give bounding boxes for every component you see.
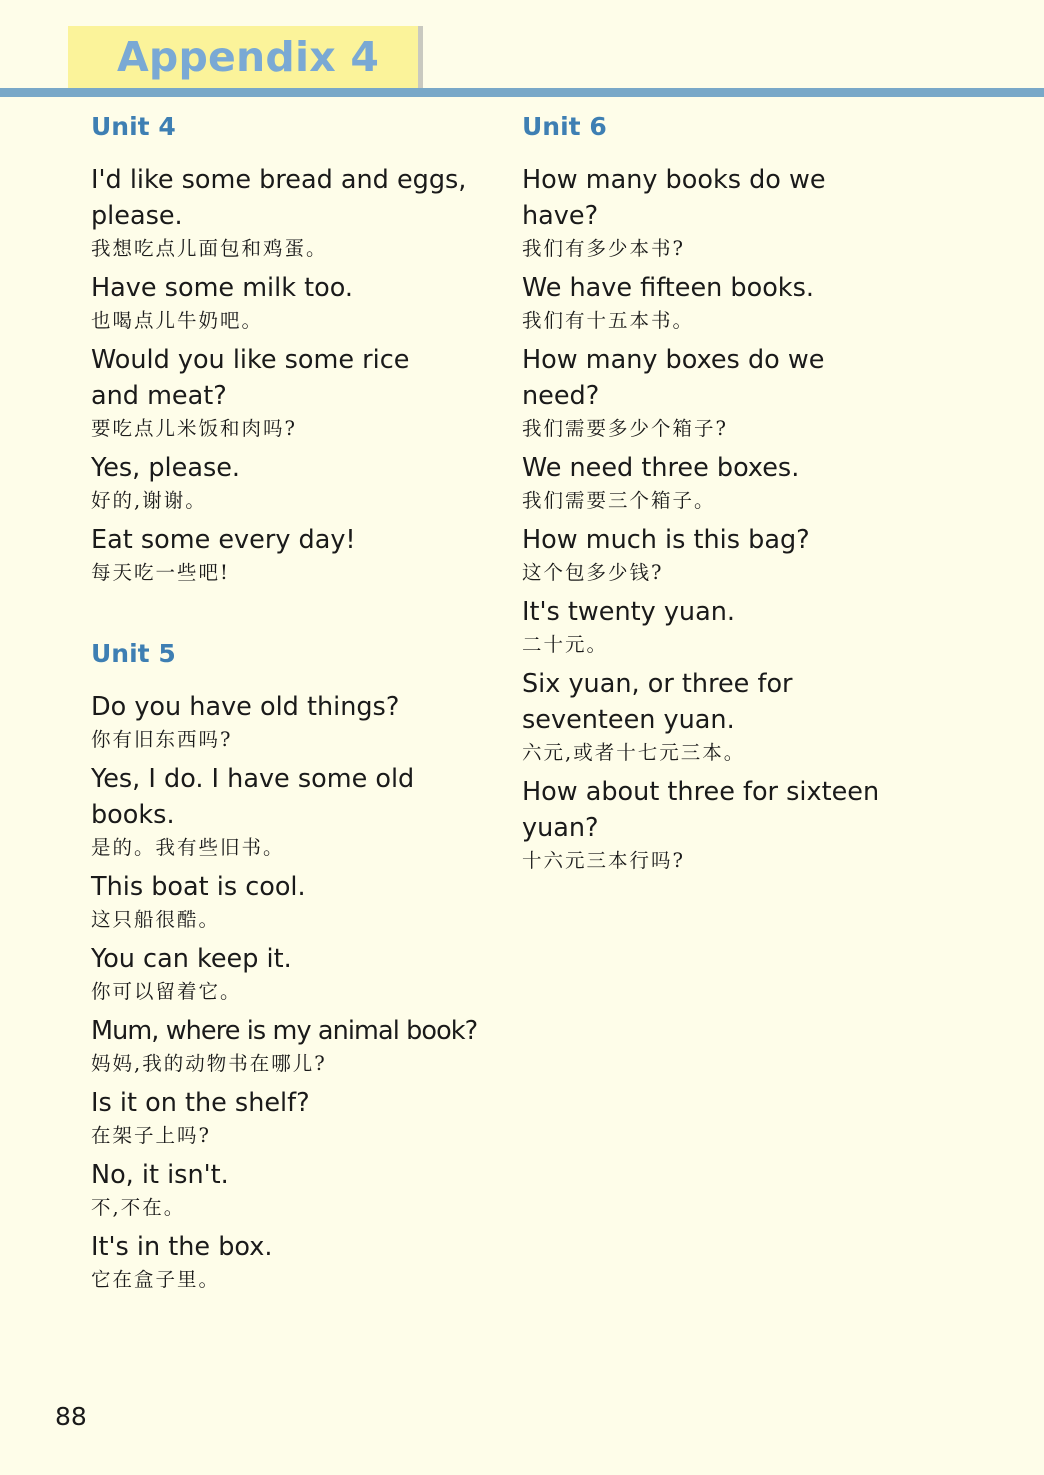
english-phrase-line: books. (91, 800, 175, 830)
chinese-translation: 我们有十五本书。 (522, 309, 695, 332)
chinese-translation: 也喝点儿牛奶吧。 (91, 309, 264, 332)
chinese-translation: 要吃点儿米饭和肉吗? (91, 417, 297, 440)
english-phrase-line: Do you have old things? (91, 692, 400, 722)
page-title: Appendix 4 (117, 33, 380, 81)
phrase-entry (522, 342, 922, 443)
english-phrase-line: Yes, I do. I have some old (91, 764, 415, 794)
chinese-translation: 我们需要三个箱子。 (522, 489, 716, 512)
english-phrase-line: and meat? (91, 381, 227, 411)
chinese-translation: 好的,谢谢。 (91, 489, 207, 512)
phrase-entry (91, 1157, 491, 1222)
chinese-translation: 我们需要多少个箱子? (522, 417, 728, 440)
english-phrase-line: need? (522, 381, 600, 411)
phrase-entry (522, 594, 922, 659)
english-phrase-line: How about three for sixteen (522, 777, 880, 807)
english-phrase-line: How many books do we (522, 165, 826, 195)
chinese-translation: 你可以留着它。 (91, 980, 242, 1003)
chinese-translation: 妈妈,我的动物书在哪儿? (91, 1052, 327, 1075)
phrase-list (91, 689, 491, 1294)
english-phrase-line: Eat some every day! (91, 525, 356, 555)
english-phrase-line: I'd like some bread and eggs, (91, 165, 467, 195)
phrase-entry (91, 869, 491, 934)
phrase-entry (91, 270, 491, 335)
phrase-entry (522, 162, 922, 263)
phrase-entry (91, 761, 491, 862)
phrase-list (522, 162, 922, 875)
phrase-list (91, 162, 491, 587)
phrase-entry (91, 941, 491, 1006)
unit-title: Unit 5 (91, 639, 176, 668)
phrase-entry (91, 162, 491, 263)
english-phrase-line: Yes, please. (91, 453, 241, 483)
phrase-entry (522, 522, 922, 587)
phrase-entry (91, 1229, 491, 1294)
phrase-entry (91, 1085, 491, 1150)
unit-title: Unit 6 (522, 112, 607, 141)
chinese-translation: 每天吃一些吧! (91, 561, 230, 584)
english-phrase-line: have? (522, 201, 599, 231)
english-phrase-line: seventeen yuan. (522, 705, 735, 735)
english-phrase-line: It's twenty yuan. (522, 597, 735, 627)
unit-5-section (91, 639, 491, 1301)
english-phrase-line: yuan? (522, 813, 599, 843)
unit-4-section (91, 112, 491, 594)
unit-6-section (522, 112, 922, 882)
unit-title: Unit 4 (91, 112, 176, 141)
english-phrase-line: We need three boxes. (522, 453, 800, 483)
phrase-entry (91, 522, 491, 587)
english-phrase-line: Have some milk too. (91, 273, 353, 303)
chinese-translation: 是的。我有些旧书。 (91, 836, 285, 859)
chinese-translation: 六元,或者十七元三本。 (522, 741, 746, 764)
phrase-entry (522, 666, 922, 767)
chinese-translation: 这只船很酷。 (91, 908, 221, 931)
chinese-translation: 你有旧东西吗? (91, 728, 233, 751)
english-phrase-line: This boat is cool. (91, 872, 306, 902)
english-phrase-line: Would you like some rice (91, 345, 410, 375)
english-phrase-line: Is it on the shelf? (91, 1088, 310, 1118)
english-phrase-line: How much is this bag? (522, 525, 810, 555)
phrase-entry (522, 450, 922, 515)
english-phrase-line: We have fifteen books. (522, 273, 814, 303)
chinese-translation: 我们有多少本书? (522, 237, 685, 260)
chinese-translation: 二十元。 (522, 633, 609, 656)
phrase-entry (91, 1013, 491, 1078)
header-rule (0, 88, 1044, 97)
chinese-translation: 这个包多少钱? (522, 561, 664, 584)
english-phrase-line: It's in the box. (91, 1232, 273, 1262)
english-phrase-line: Mum, where is my animal book? (91, 1016, 478, 1046)
phrase-entry (91, 689, 491, 754)
english-phrase-line: please. (91, 201, 183, 231)
english-phrase-line: No, it isn't. (91, 1160, 229, 1190)
phrase-entry (91, 342, 491, 443)
chinese-translation: 十六元三本行吗? (522, 849, 685, 872)
chinese-translation: 在架子上吗? (91, 1124, 211, 1147)
chinese-translation: 我想吃点儿面包和鸡蛋。 (91, 237, 328, 260)
chinese-translation: 它在盒子里。 (91, 1268, 221, 1291)
english-phrase-line: Six yuan, or three for (522, 669, 793, 699)
english-phrase-line: You can keep it. (91, 944, 292, 974)
phrase-entry (522, 270, 922, 335)
chinese-translation: 不,不在。 (91, 1196, 186, 1219)
page-number: 88 (55, 1402, 87, 1431)
phrase-entry (91, 450, 491, 515)
english-phrase-line: How many boxes do we (522, 345, 825, 375)
phrase-entry (522, 774, 922, 875)
